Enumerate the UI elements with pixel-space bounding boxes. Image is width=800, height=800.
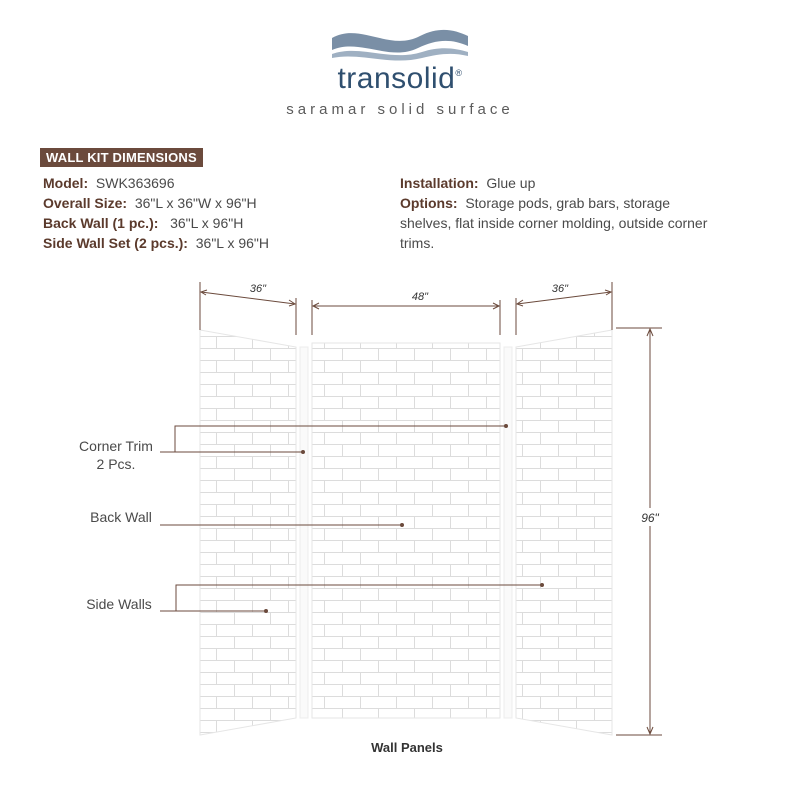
brand-tagline: saramar solid surface	[286, 101, 514, 118]
spec-heading: WALL KIT DIMENSIONS	[40, 148, 203, 167]
callout-side-walls: Side Walls	[86, 596, 152, 612]
callout-corner-trim: Corner Trim 2 Pcs.	[79, 438, 153, 472]
dimension-height-label: 96"	[641, 511, 659, 525]
left-corner-trim	[300, 347, 308, 718]
dimension-center	[312, 300, 500, 335]
callout-back-wall: Back Wall	[90, 509, 152, 525]
right-side-wall-panel	[516, 330, 612, 735]
diagram-caption: Wall Panels	[371, 740, 443, 755]
spec-overall-size: Overall Size: 36"L x 36"W x 96"H	[43, 195, 257, 211]
dimension-center-label: 48"	[411, 291, 429, 303]
dimension-left-label: 36"	[249, 283, 267, 295]
spec-options: Options: Storage pods, grab bars, storage shelves, flat inside corner molding, outside corner trims.	[400, 195, 708, 251]
dimension-left	[200, 282, 296, 335]
spec-side-wall-set: Side Wall Set (2 pcs.): 36"L x 96"H	[43, 235, 269, 251]
brand-wordmark: transolid®	[337, 62, 463, 95]
right-corner-trim	[504, 347, 512, 718]
dimension-right-label: 36"	[551, 283, 569, 295]
spec-back-wall: Back Wall (1 pc.): 36"L x 96"H	[43, 215, 244, 231]
back-wall-panel	[312, 343, 500, 718]
spec-model: Model: SWK363696	[43, 175, 175, 191]
spec-installation: Installation: Glue up	[400, 175, 536, 191]
left-side-wall-panel	[200, 330, 296, 735]
dimension-height	[616, 328, 662, 735]
